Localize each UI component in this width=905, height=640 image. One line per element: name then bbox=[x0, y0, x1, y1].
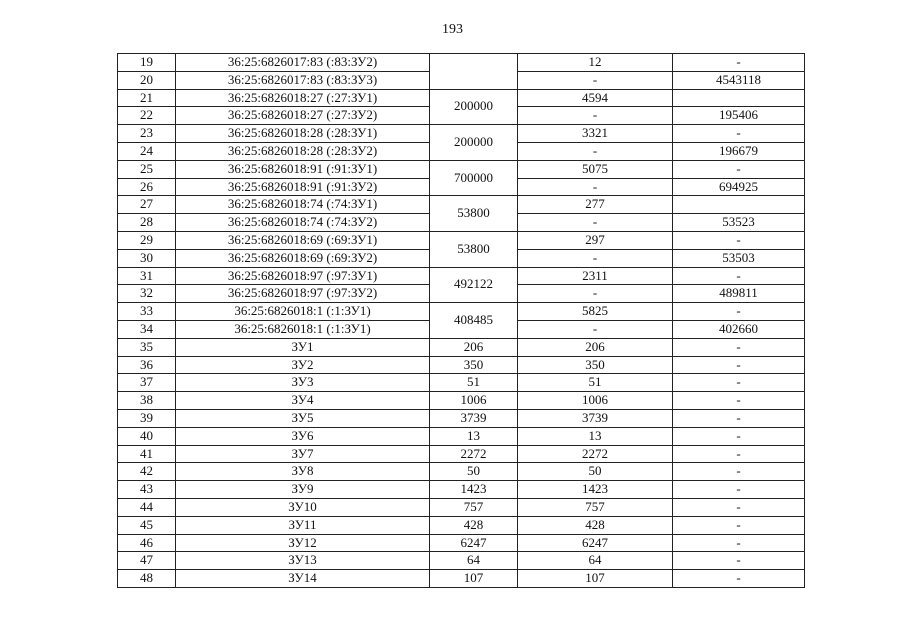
area-part-cell: - bbox=[518, 107, 673, 125]
table-row bbox=[118, 392, 805, 410]
cadastral-number-cell: 36:25:6826018:28 (:28:ЗУ2) bbox=[176, 142, 430, 160]
cadastral-number-cell: ЗУ7 bbox=[176, 445, 430, 463]
area-part-cell: 12 bbox=[518, 54, 673, 72]
row-number-cell: 48 bbox=[118, 570, 176, 588]
row-number-cell: 46 bbox=[118, 534, 176, 552]
area-remaining-cell: - bbox=[673, 392, 805, 410]
row-number-cell: 21 bbox=[118, 89, 176, 107]
area-part-cell: 6247 bbox=[518, 534, 673, 552]
row-number-cell: 36 bbox=[118, 356, 176, 374]
row-number-cell: 30 bbox=[118, 249, 176, 267]
area-part-cell: 4594 bbox=[518, 89, 673, 107]
total-area-cell: 64 bbox=[430, 552, 518, 570]
row-number-cell: 34 bbox=[118, 320, 176, 338]
table-row bbox=[118, 338, 805, 356]
table-row bbox=[118, 89, 805, 107]
row-number-cell: 47 bbox=[118, 552, 176, 570]
area-remaining-cell: - bbox=[673, 374, 805, 392]
cadastral-number-cell: ЗУ2 bbox=[176, 356, 430, 374]
area-remaining-cell: - bbox=[673, 570, 805, 588]
row-number-cell: 44 bbox=[118, 498, 176, 516]
area-part-cell: - bbox=[518, 178, 673, 196]
area-part-cell: - bbox=[518, 214, 673, 232]
area-part-cell: - bbox=[518, 320, 673, 338]
table-row bbox=[118, 125, 805, 143]
total-area-cell: 206 bbox=[430, 338, 518, 356]
cadastral-number-cell: ЗУ13 bbox=[176, 552, 430, 570]
total-area-cell: 428 bbox=[430, 516, 518, 534]
area-remaining-cell: - bbox=[673, 267, 805, 285]
area-remaining-cell: 402660 bbox=[673, 320, 805, 338]
row-number-cell: 22 bbox=[118, 107, 176, 125]
area-part-cell: 107 bbox=[518, 570, 673, 588]
row-number-cell: 31 bbox=[118, 267, 176, 285]
area-part-cell: 5075 bbox=[518, 160, 673, 178]
cadastral-number-cell: ЗУ5 bbox=[176, 409, 430, 427]
area-remaining-cell: - bbox=[673, 303, 805, 321]
table-row bbox=[118, 196, 805, 214]
area-remaining-cell: - bbox=[673, 481, 805, 499]
area-remaining-cell: - bbox=[673, 445, 805, 463]
area-remaining-cell: 195406 bbox=[673, 107, 805, 125]
table-row bbox=[118, 570, 805, 588]
area-part-cell: 2311 bbox=[518, 267, 673, 285]
table-row bbox=[118, 552, 805, 570]
row-number-cell: 25 bbox=[118, 160, 176, 178]
row-number-cell: 35 bbox=[118, 338, 176, 356]
area-remaining-cell: - bbox=[673, 463, 805, 481]
area-remaining-cell: - bbox=[673, 534, 805, 552]
area-part-cell: 1006 bbox=[518, 392, 673, 410]
table-row bbox=[118, 303, 805, 321]
cadastral-number-cell: ЗУ8 bbox=[176, 463, 430, 481]
area-part-cell: - bbox=[518, 142, 673, 160]
cadastral-number-cell: 36:25:6826017:83 (:83:ЗУ2) bbox=[176, 54, 430, 72]
area-part-cell: 350 bbox=[518, 356, 673, 374]
area-remaining-cell: - bbox=[673, 409, 805, 427]
area-part-cell: 5825 bbox=[518, 303, 673, 321]
row-number-cell: 26 bbox=[118, 178, 176, 196]
area-remaining-cell: 694925 bbox=[673, 178, 805, 196]
row-number-cell: 38 bbox=[118, 392, 176, 410]
cadastral-number-cell: ЗУ6 bbox=[176, 427, 430, 445]
row-number-cell: 27 bbox=[118, 196, 176, 214]
row-number-cell: 42 bbox=[118, 463, 176, 481]
area-part-cell: 51 bbox=[518, 374, 673, 392]
total-area-cell: 200000 bbox=[430, 89, 518, 125]
cadastral-number-cell: ЗУ3 bbox=[176, 374, 430, 392]
area-remaining-cell bbox=[673, 196, 805, 214]
cadastral-number-cell: ЗУ14 bbox=[176, 570, 430, 588]
cadastral-number-cell: ЗУ4 bbox=[176, 392, 430, 410]
row-number-cell: 43 bbox=[118, 481, 176, 499]
row-number-cell: 45 bbox=[118, 516, 176, 534]
area-part-cell: 50 bbox=[518, 463, 673, 481]
cadastral-number-cell: ЗУ11 bbox=[176, 516, 430, 534]
area-part-cell: 2272 bbox=[518, 445, 673, 463]
area-remaining-cell: - bbox=[673, 516, 805, 534]
cadastral-number-cell: ЗУ9 bbox=[176, 481, 430, 499]
area-remaining-cell: 53523 bbox=[673, 214, 805, 232]
cadastral-number-cell: 36:25:6826018:69 (:69:ЗУ1) bbox=[176, 231, 430, 249]
cadastral-number-cell: 36:25:6826018:69 (:69:ЗУ2) bbox=[176, 249, 430, 267]
land-plots-table bbox=[117, 53, 805, 588]
row-number-cell: 24 bbox=[118, 142, 176, 160]
row-number-cell: 28 bbox=[118, 214, 176, 232]
area-part-cell: 3321 bbox=[518, 125, 673, 143]
cadastral-number-cell: ЗУ1 bbox=[176, 338, 430, 356]
area-part-cell: - bbox=[518, 71, 673, 89]
total-area-cell: 1423 bbox=[430, 481, 518, 499]
table-row bbox=[118, 481, 805, 499]
area-remaining-cell: 489811 bbox=[673, 285, 805, 303]
cadastral-number-cell: 36:25:6826018:74 (:74:ЗУ1) bbox=[176, 196, 430, 214]
area-remaining-cell: 53503 bbox=[673, 249, 805, 267]
row-number-cell: 40 bbox=[118, 427, 176, 445]
area-part-cell: 757 bbox=[518, 498, 673, 516]
row-number-cell: 29 bbox=[118, 231, 176, 249]
area-remaining-cell bbox=[673, 89, 805, 107]
table-row bbox=[118, 54, 805, 72]
total-area-cell: 350 bbox=[430, 356, 518, 374]
row-number-cell: 41 bbox=[118, 445, 176, 463]
table-row bbox=[118, 267, 805, 285]
area-remaining-cell: - bbox=[673, 427, 805, 445]
page-number: 193 bbox=[442, 22, 463, 37]
table-row bbox=[118, 498, 805, 516]
cadastral-number-cell: 36:25:6826018:74 (:74:ЗУ2) bbox=[176, 214, 430, 232]
row-number-cell: 39 bbox=[118, 409, 176, 427]
table-row bbox=[118, 231, 805, 249]
area-part-cell: 277 bbox=[518, 196, 673, 214]
table-row bbox=[118, 445, 805, 463]
area-remaining-cell: 4543118 bbox=[673, 71, 805, 89]
table-row bbox=[118, 160, 805, 178]
cadastral-number-cell: 36:25:6826018:27 (:27:ЗУ2) bbox=[176, 107, 430, 125]
cadastral-number-cell: 36:25:6826018:28 (:28:ЗУ1) bbox=[176, 125, 430, 143]
total-area-cell: 3739 bbox=[430, 409, 518, 427]
area-remaining-cell: - bbox=[673, 552, 805, 570]
table-row bbox=[118, 463, 805, 481]
row-number-cell: 23 bbox=[118, 125, 176, 143]
table-row bbox=[118, 409, 805, 427]
cadastral-number-cell: 36:25:6826018:97 (:97:ЗУ1) bbox=[176, 267, 430, 285]
area-part-cell: - bbox=[518, 249, 673, 267]
area-remaining-cell: - bbox=[673, 356, 805, 374]
total-area-cell bbox=[430, 54, 518, 90]
cadastral-number-cell: 36:25:6826018:1 (:1:ЗУ1) bbox=[176, 320, 430, 338]
total-area-cell: 50 bbox=[430, 463, 518, 481]
row-number-cell: 37 bbox=[118, 374, 176, 392]
total-area-cell: 53800 bbox=[430, 196, 518, 232]
area-part-cell: 1423 bbox=[518, 481, 673, 499]
table-row bbox=[118, 374, 805, 392]
table-row bbox=[118, 534, 805, 552]
total-area-cell: 1006 bbox=[430, 392, 518, 410]
table-row bbox=[118, 356, 805, 374]
cadastral-number-cell: 36:25:6826018:91 (:91:ЗУ2) bbox=[176, 178, 430, 196]
table-row bbox=[118, 516, 805, 534]
area-part-cell: 297 bbox=[518, 231, 673, 249]
total-area-cell: 408485 bbox=[430, 303, 518, 339]
area-remaining-cell: - bbox=[673, 338, 805, 356]
area-part-cell: 13 bbox=[518, 427, 673, 445]
area-part-cell: 428 bbox=[518, 516, 673, 534]
area-remaining-cell: - bbox=[673, 54, 805, 72]
cadastral-number-cell: 36:25:6826018:27 (:27:ЗУ1) bbox=[176, 89, 430, 107]
area-remaining-cell: - bbox=[673, 498, 805, 516]
total-area-cell: 6247 bbox=[430, 534, 518, 552]
cadastral-number-cell: 36:25:6826018:91 (:91:ЗУ1) bbox=[176, 160, 430, 178]
total-area-cell: 13 bbox=[430, 427, 518, 445]
area-part-cell: 3739 bbox=[518, 409, 673, 427]
row-number-cell: 33 bbox=[118, 303, 176, 321]
total-area-cell: 492122 bbox=[430, 267, 518, 303]
total-area-cell: 107 bbox=[430, 570, 518, 588]
area-remaining-cell: 196679 bbox=[673, 142, 805, 160]
area-remaining-cell: - bbox=[673, 160, 805, 178]
area-part-cell: 206 bbox=[518, 338, 673, 356]
row-number-cell: 32 bbox=[118, 285, 176, 303]
total-area-cell: 53800 bbox=[430, 231, 518, 267]
cadastral-number-cell: ЗУ10 bbox=[176, 498, 430, 516]
area-remaining-cell: - bbox=[673, 125, 805, 143]
area-remaining-cell: - bbox=[673, 231, 805, 249]
table-row bbox=[118, 427, 805, 445]
total-area-cell: 2272 bbox=[430, 445, 518, 463]
total-area-cell: 757 bbox=[430, 498, 518, 516]
cadastral-number-cell: ЗУ12 bbox=[176, 534, 430, 552]
cadastral-number-cell: 36:25:6826017:83 (:83:ЗУ3) bbox=[176, 71, 430, 89]
cadastral-number-cell: 36:25:6826018:97 (:97:ЗУ2) bbox=[176, 285, 430, 303]
area-part-cell: - bbox=[518, 285, 673, 303]
area-part-cell: 64 bbox=[518, 552, 673, 570]
row-number-cell: 19 bbox=[118, 54, 176, 72]
cadastral-number-cell: 36:25:6826018:1 (:1:ЗУ1) bbox=[176, 303, 430, 321]
total-area-cell: 200000 bbox=[430, 125, 518, 161]
total-area-cell: 700000 bbox=[430, 160, 518, 196]
row-number-cell: 20 bbox=[118, 71, 176, 89]
total-area-cell: 51 bbox=[430, 374, 518, 392]
